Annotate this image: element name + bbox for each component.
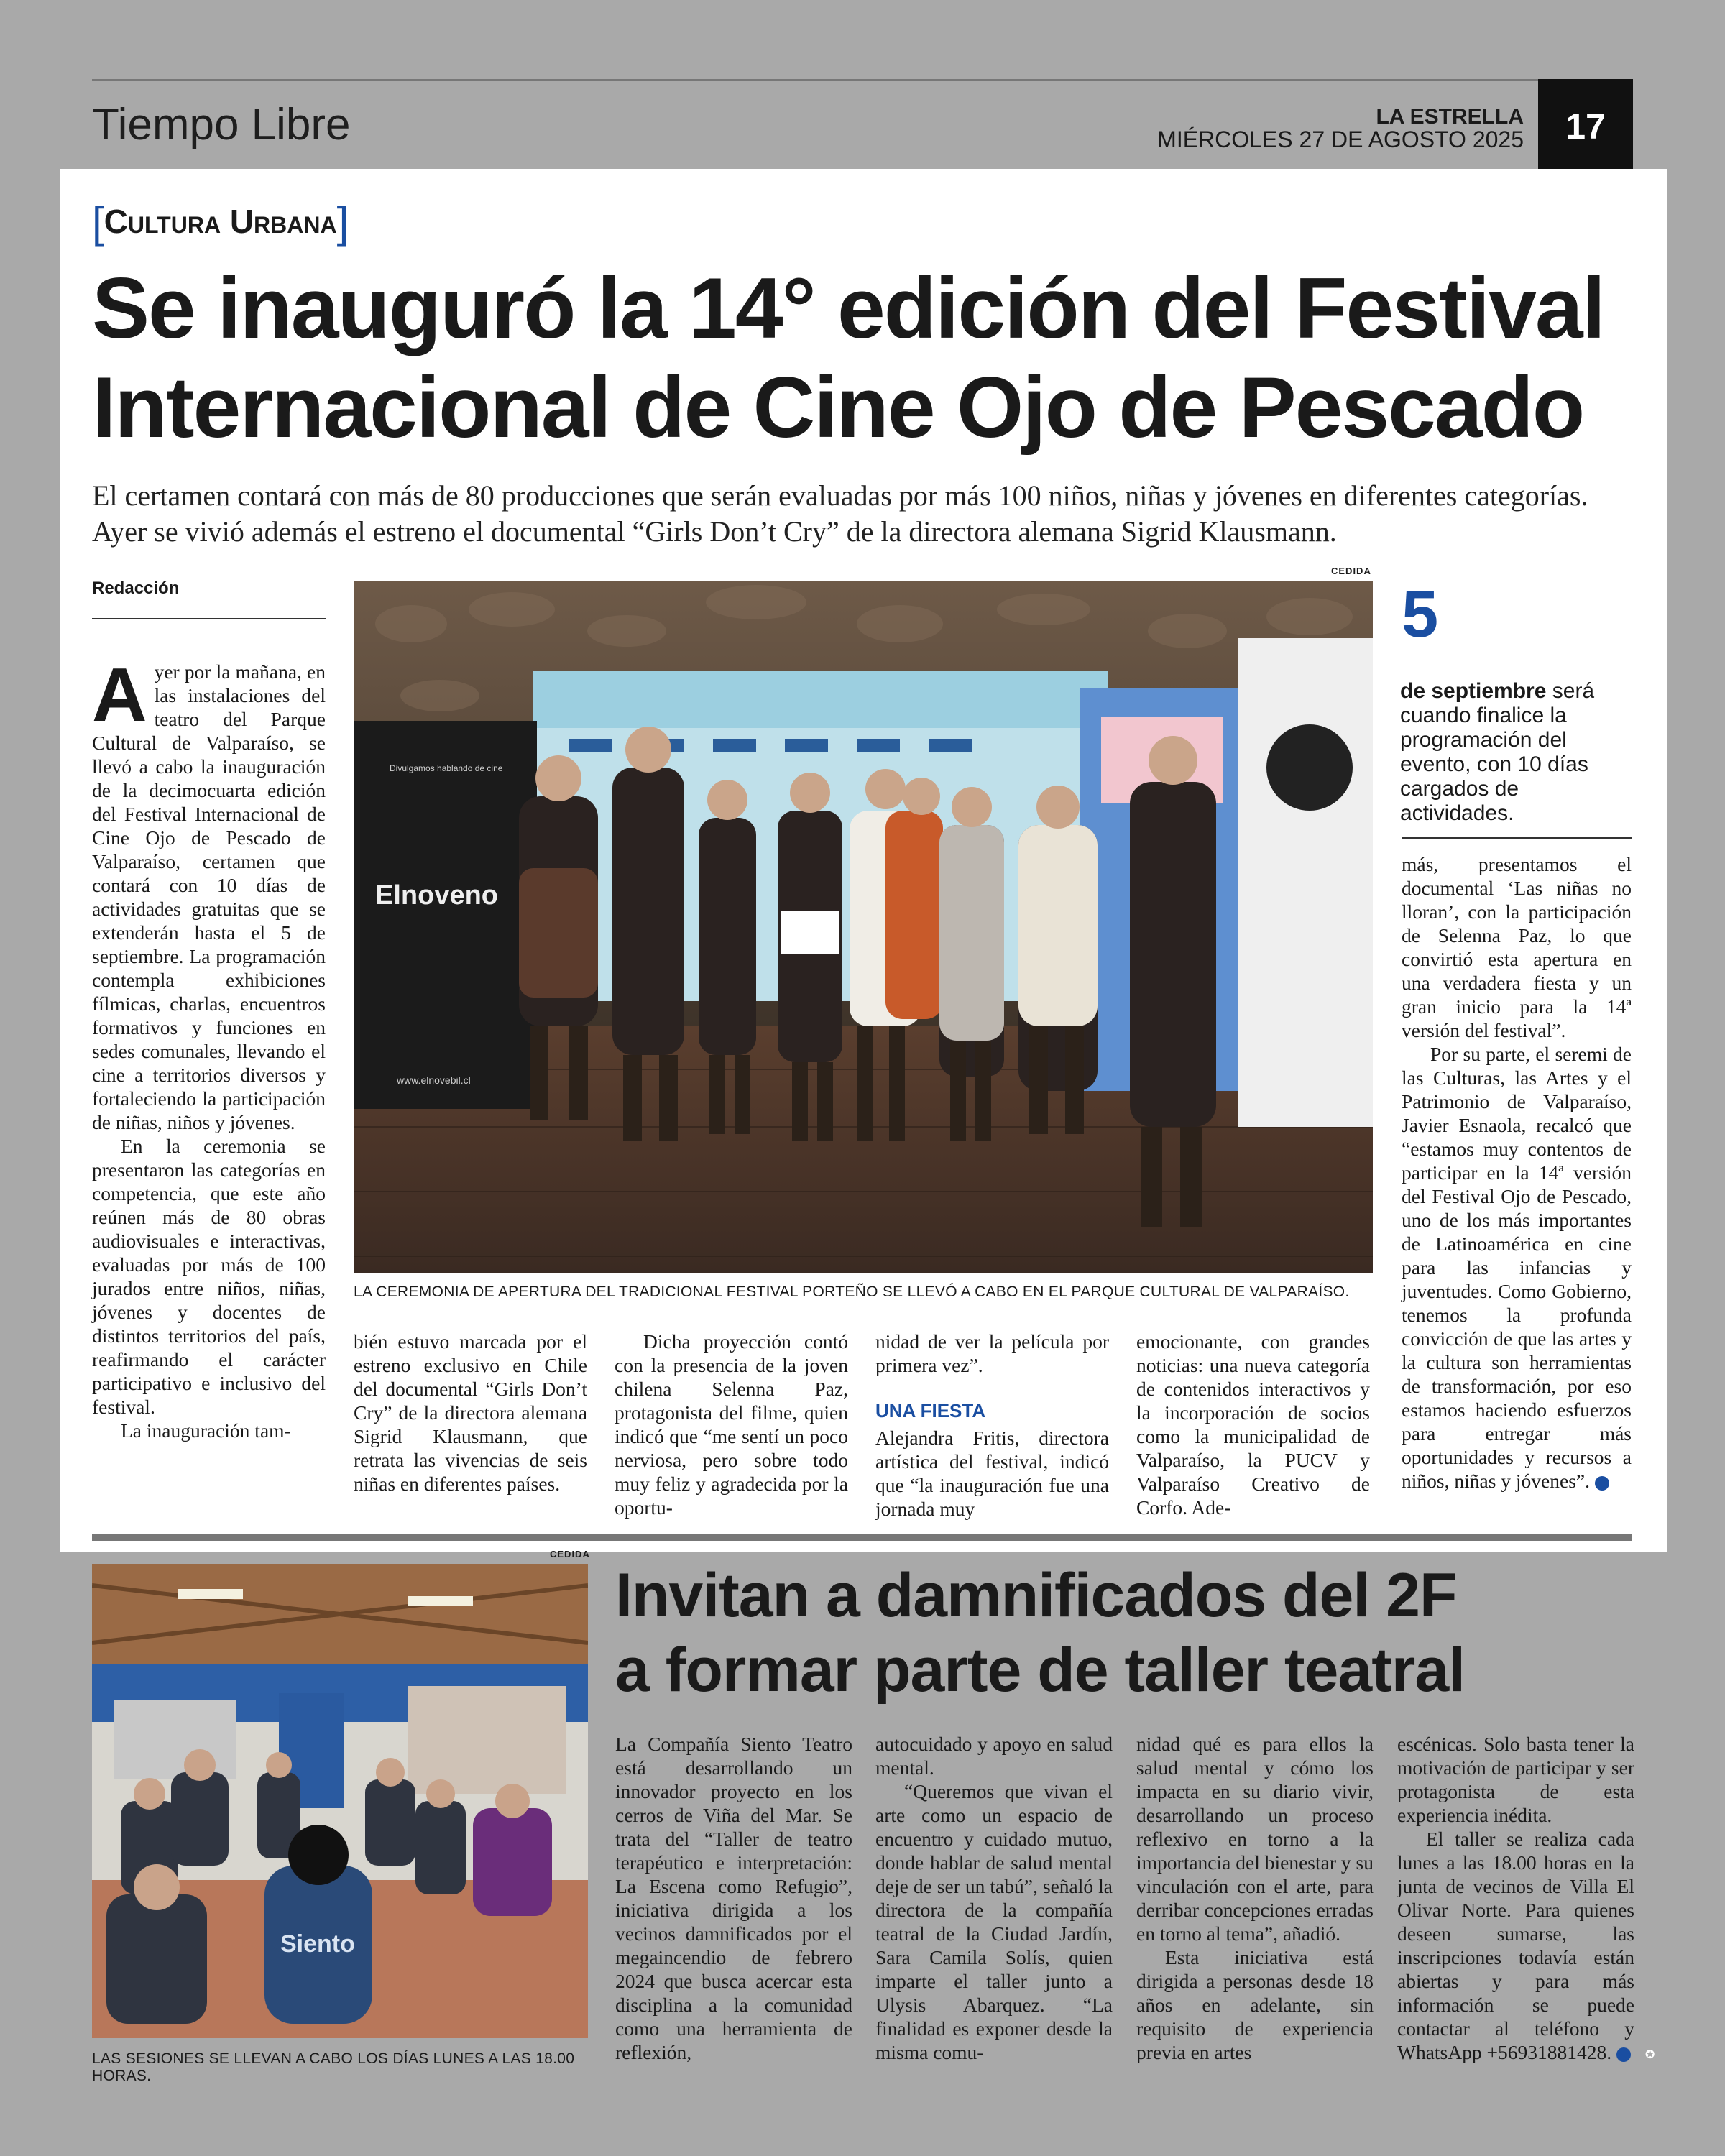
theater-workshop-photo (92, 1564, 588, 2038)
article-column-3 (615, 1330, 848, 1519)
article-subhead: UNA FIESTA (875, 1400, 986, 1422)
article-column-6 (1402, 852, 1632, 1493)
article2-column-2 (875, 1732, 1113, 2064)
fact-rule (1402, 837, 1632, 839)
article-column-4b (875, 1426, 1109, 1521)
byline: Redacción (92, 579, 180, 598)
shirt-logo-text: Siento (280, 1930, 355, 1958)
paragraph (1402, 1042, 1632, 1493)
photo-credit: CEDIDA (550, 1549, 590, 1560)
paragraph: autocuidado y apoyo en salud mental. (875, 1733, 1113, 1779)
newspaper-name: LA ESTRELLA (1376, 105, 1524, 129)
paragraph: Alejandra Fritis, directora artística del festival, indicó que “la inauguración fue una jornada muy (875, 1427, 1109, 1520)
paragraph: bién estuvo marcada por el estreno exclusivo en Chile del documental “Girls Don’t Cry” de la directora alemana Sigrid Klausmann, que retrata las vivencias de seis niñas en diferentes países. (354, 1330, 587, 1495)
paragraph: emocionante, con grandes noticias: una nueva categoría de contenidos interactivos y la incorporación de socios como la municipalidad de Valparaíso, la PUCV y Valparaíso Creativo de Corfo. Ade- (1136, 1330, 1370, 1519)
article2-column-3 (1136, 1732, 1374, 2064)
paragraph: “Queremos que vivan el arte como un espacio de encuentro y cuidado mutuo, donde hablar de salud mental deje de ser un tabú”, señaló la directora de la compañía teatral de la Ciudad Jardín, Sara Camila Solís, quien imparte el taller junto a Ulysis Abarquez. “La finalidad es exponer desde la misma comu- (875, 1780, 1113, 2063)
headline-line-1: Invitan a damnificados del 2F (615, 1561, 1457, 1630)
paragraph: más, presentamos el documental ‘Las niñas no lloran’, con la participación de Selenna Paz, lo que convirtió esta apertura en una verdadera fiesta y un gran inicio para la 14ª versión del festival”. (1402, 853, 1632, 1041)
article-column-5 (1136, 1330, 1370, 1519)
section-name: Tiempo Libre (92, 100, 351, 149)
kicker-text: Cultura Urbana (104, 203, 337, 240)
article-column-1 (92, 653, 326, 1442)
headline-line-2: Internacional de Cine Ojo de Pescado (92, 359, 1584, 456)
article2-column-4 (1397, 1732, 1655, 2064)
drop-cap: A (92, 653, 147, 737)
article-column-4 (875, 1330, 1109, 1377)
article2-column-1 (615, 1732, 852, 2064)
paragraph: escénicas. Solo basta tener la motivación de participar y ser protagonista de esta experiencia inédita. (1397, 1733, 1634, 1826)
article-column-2 (354, 1330, 587, 1496)
paragraph: Dicha proyección contó con la presencia de la joven chilena Selenna Paz, protagonista del filme, quien indicó que “me sentí un poco nerviosa, pero sobre todo muy feliz y agradecida por la oportu- (615, 1330, 848, 1519)
byline-rule (92, 618, 326, 619)
article-deck: El certamen contará con más de 80 producciones que serán evaluadas por más 100 niños, niñas y jóvenes en diferentes categorías. Ayer se vivió además el estreno el documental “Girls Don’t Cry” de la directora alemana Sigrid Klausmann. (92, 479, 1588, 548)
paragraph: nidad de ver la película por primera vez”. (875, 1330, 1109, 1376)
headline-line-1: Se inauguró la 14° edición del Festival (92, 260, 1604, 356)
headline-line-2: a formar parte de taller teatral (615, 1636, 1466, 1705)
kicker-bracket-open: [ (92, 198, 104, 247)
paragraph-text: Por su parte, el seremi de las Culturas, las Artes y el Patrimonio de Valparaíso, Javier Esnaola, recalcó que “estamos muy contentos de participar en la 14ª versión del Festival Ojo de Pescado, uno de los más importantes de Latinoamérica en cine para las infancias y juventudes. Como Gobierno, tenemos la profunda convicción de que las artes y la cultura son herramientas de transformación, por eso estamos haciendo esfuerzos para entregar más oportunidades y recursos a niños, niñas y jóvenes”. (1402, 1043, 1632, 1492)
paragraph: En la ceremonia se presentaron las categorías en competencia, que este año reúnen más de 80 obras audiovisuales e interactivas, evaluadas por más de 100 jurados entre niños, niñas, jóvenes y docentes de distintos territorios del país, reafirmando el carácter participativo e inclusivo del festival. (92, 1135, 326, 1418)
paragraph: yer por la mañana, en las instalaciones del teatro del Parque Cultural de Valparaíso, se llevó a cabo la inauguración de la decimocuarta edición del Festival Internacional de Cine Ojo de Pescado de Valparaíso, certamen que contará con 10 días de actividades gratuitas que se extenderán hasta el 5 de septiembre. La programación contempla exhibiciones fílmicas, charlas, encuentros formativos y funciones en sedes comunales, llevando el cine a territorios diversos y fortaleciendo la participación de niñas, niños y jóvenes. (92, 660, 326, 1133)
publication-date: MIÉRCOLES 27 DE AGOSTO 2025 (1157, 126, 1524, 152)
fact-number: 5 (1402, 578, 1439, 651)
banner-tagline: Divulgamos hablando de cine (390, 763, 503, 773)
photo-illustration (92, 1564, 588, 2038)
fact-bold: de septiembre (1400, 679, 1547, 703)
paragraph: La Compañía Siento Teatro está desarrollando un innovador proyecto en los cerros de Viña del Mar. Se trata del “Taller de teatro terapéutico e interpretación: La Escena como Refugio”, iniciativa dirigida a los vecinos damnificados por el megaincendio de febrero 2024 que busca acercar esta disciplina a la comunidad como una herramienta de reflexión, (615, 1733, 852, 2063)
kicker-bracket-close: ] (336, 198, 349, 247)
paragraph-text: El taller se realiza cada lunes a las 18.00 horas en la junta de vecinos de Villa El Olivar Norte. Para quienes deseen sumarse, las inscripciones todavía están abiertas y para más información se puede contactar al teléfono y WhatsApp +56931881428. (1397, 1828, 1634, 2063)
photo-caption: LA CEREMONIA DE APERTURA DEL TRADICIONAL FESTIVAL PORTEÑO SE LLEVÓ A CABO EN EL PARQUE CULTURAL DE VALPARAÍSO. (354, 1284, 1350, 1300)
paragraph (1397, 1827, 1655, 2064)
festival-group-photo (354, 581, 1373, 1273)
article-separator (92, 1534, 1632, 1541)
photo-illustration (354, 581, 1373, 1273)
paragraph: Esta iniciativa está dirigida a personas desde 18 años en adelante, sin requisito de experiencia previa en artes (1136, 1946, 1374, 2063)
article-headline (615, 1558, 1636, 1708)
end-mark-icon: ✪ (1595, 1476, 1609, 1491)
fact-text (1400, 679, 1637, 826)
paragraph: nidad qué es para ellos la salud mental y cómo los impacta en su diario vivir, desarrollando un proceso reflexivo en torno a la importancia del bienestar y su vinculación con el arte, para derribar concepciones erradas en torno al tema”, añadió. (1136, 1733, 1374, 1945)
fact-rest: será cuando finalice la programación del evento, con 10 días cargados de actividades. (1400, 679, 1595, 825)
banner-logo-text: Elnoveno (375, 880, 499, 911)
page-number: 17 (1538, 79, 1633, 174)
article-kicker (92, 198, 349, 247)
top-rule (92, 79, 1632, 81)
paragraph: La inauguración tam- (121, 1419, 291, 1442)
photo-credit: CEDIDA (1331, 566, 1371, 576)
end-mark-icon: ✪ (1616, 2047, 1631, 2062)
photo-caption: LAS SESIONES SE LLEVAN A CABO LOS DÍAS LUNES A LAS 18.00 HORAS. (92, 2050, 575, 2084)
banner-url: www.elnovebil.cl (397, 1074, 471, 1086)
article-headline (92, 259, 1616, 457)
